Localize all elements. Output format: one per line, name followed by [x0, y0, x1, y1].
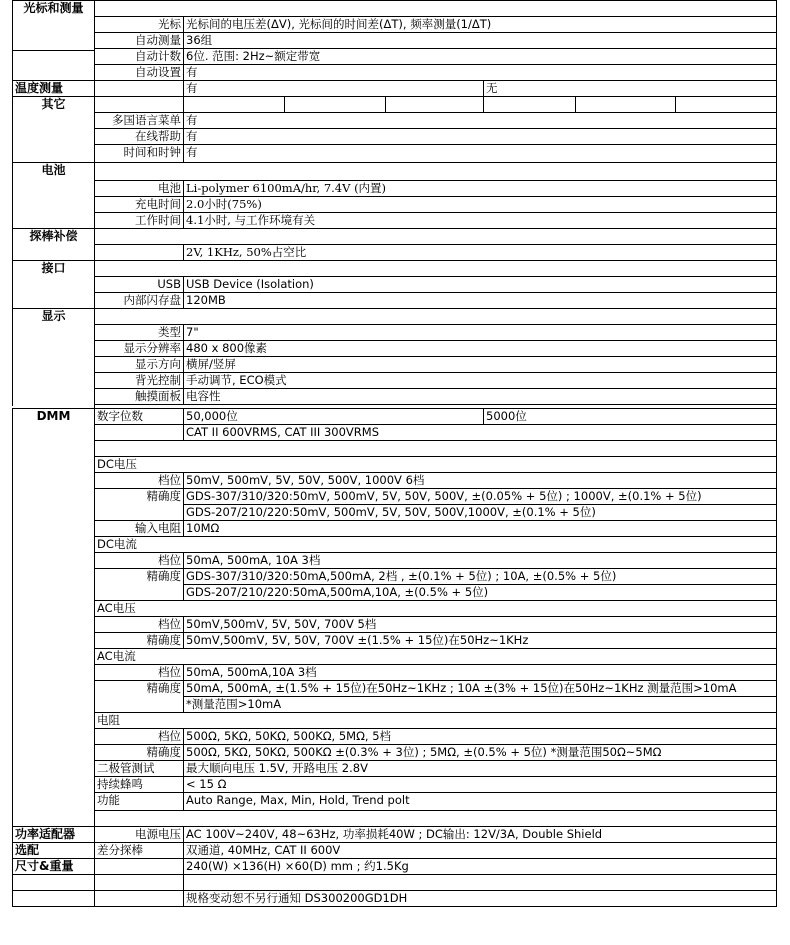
blank-cell: [483, 96, 575, 112]
blank-cell: [94, 858, 183, 874]
section-options: 选配: [12, 842, 94, 858]
row-value: 有: [183, 112, 776, 128]
row-value: 双通道, 40MHz, CAT II 600V: [183, 842, 776, 858]
row-value: 36组: [183, 32, 776, 48]
section-display: 显示: [12, 308, 94, 406]
row-value: 50mV,500mV, 5V, 50V, 700V ±(1.5% + 15位)在50Hz~1KHz: [183, 632, 776, 648]
row-value: 480 x 800像素: [183, 340, 776, 356]
row-label: 时间和时钟: [94, 144, 183, 162]
row-value: 光标间的电压差(ΔV), 光标间的时间差(ΔT), 频率测量(1/ΔT): [183, 16, 776, 32]
dmm-dci-header: DC电流: [94, 536, 776, 552]
blank-cell: [94, 244, 183, 260]
blank-cell: [94, 890, 183, 906]
row-value: 2.0小时(75%): [183, 196, 776, 212]
row-label: 内部闪存盘: [94, 292, 183, 308]
row-label: 功能: [94, 792, 183, 810]
temp-value-b: 无: [483, 80, 776, 96]
blank-cell: [94, 308, 776, 324]
dmm-digits-b: 5000位: [483, 408, 776, 424]
row-label: 二极管测试: [94, 760, 183, 776]
row-label: 光标: [94, 16, 183, 32]
row-label: 精确度: [94, 632, 183, 648]
row-value: GDS-307/310/320:50mA,500mA, 2档 , ±(0.1% + 5位) ; 10A, ±(0.5% + 5位): [183, 568, 776, 584]
blank-cell: [94, 874, 183, 890]
blank-cell: [575, 96, 675, 112]
row-value: 电容性: [183, 388, 776, 404]
row-value: USB Device (Isolation): [183, 276, 776, 292]
row-label: 精确度: [94, 744, 183, 760]
row-value: *测量范围>10mA: [183, 696, 776, 712]
row-value: 120MB: [183, 292, 776, 308]
footer-note: 规格变动恕不另行通知 DS300200GD1DH: [183, 890, 776, 906]
dmm-acv-header: AC电压: [94, 600, 776, 616]
blank-cell: [385, 96, 483, 112]
row-label: 档位: [94, 664, 183, 680]
row-label: 在线帮助: [94, 128, 183, 144]
row-label: USB: [94, 276, 183, 292]
section-probe-comp: 探棒补偿: [12, 228, 94, 260]
row-label: 档位: [94, 616, 183, 632]
row-value: 500Ω, 5KΩ, 50KΩ, 500KΩ ±(0.3% + 3位) ; 5MΩ, ±(0.5% + 5位) *测量范围50Ω~5MΩ: [183, 744, 776, 760]
row-value: 4.1小时, 与工作环境有关: [183, 212, 776, 228]
row-label: 多国语言菜单: [94, 112, 183, 128]
blank-cell: [183, 96, 284, 112]
row-value: AC 100V~240V, 48~63Hz, 功率损耗40W ; DC输出: 12V/3A, Double Shield: [183, 826, 776, 842]
row-label: 充电时间: [94, 196, 183, 212]
row-value: 手动调节, ECO模式: [183, 372, 776, 388]
row-value: 50mV,500mV, 5V, 50V, 700V 5档: [183, 616, 776, 632]
row-value: 有: [183, 64, 776, 80]
dmm-aci-header: AC电流: [94, 648, 776, 664]
temp-value-a: 有: [183, 80, 483, 96]
section-power-adapter: 功率适配器: [12, 826, 94, 842]
blank-cell: [94, 424, 183, 440]
row-value: Auto Range, Max, Min, Hold, Trend polt: [183, 792, 776, 810]
row-label: 精确度: [94, 488, 183, 520]
section-temperature: 温度测量: [12, 80, 94, 96]
row-label: 精确度: [94, 680, 183, 712]
row-value: 240(W) ×136(H) ×60(D) mm ; 约1.5Kg: [183, 858, 776, 874]
row-label: 电源电压: [94, 826, 183, 842]
row-label: 背光控制: [94, 372, 183, 388]
blank-cell: [94, 810, 776, 826]
row-value: GDS-207/210/220:50mA,500mA,10A, ±(0.5% + 5位): [183, 584, 776, 600]
row-value: Li-polymer 6100mA/hr, 7.4V (内置): [183, 180, 776, 196]
row-label: 显示分辨率: [94, 340, 183, 356]
row-label: 显示方向: [94, 356, 183, 372]
blank-cell: [675, 96, 776, 112]
row-value: 50mA, 500mA, 10A 3档: [183, 552, 776, 568]
row-value: 2V, 1KHz, 50%占空比: [183, 244, 776, 260]
dmm-digits-a: 50,000位: [183, 408, 483, 424]
row-value: 7": [183, 324, 776, 340]
row-value: CAT II 600VRMS, CAT III 300VRMS: [183, 424, 776, 440]
row-label: 触摸面板: [94, 388, 183, 404]
row-label: 输入电阻: [94, 520, 183, 536]
row-label: 差分探棒: [94, 842, 183, 858]
blank-cell: [183, 874, 776, 890]
table-border-bottom: [12, 906, 777, 907]
section-other: 其它: [12, 96, 94, 162]
blank-cell: [284, 96, 385, 112]
row-value: 6位. 范围: 2Hz~额定带宽: [183, 48, 776, 64]
row-value: 有: [183, 144, 776, 162]
row-value: 50mV, 500mV, 5V, 50V, 500V, 1000V 6档: [183, 472, 776, 488]
row-value: GDS-307/310/320:50mV, 500mV, 5V, 50V, 500V, ±(0.05% + 5位) ; 1000V, ±(0.1% + 5位): [183, 488, 776, 504]
dmm-dcv-header: DC电压: [94, 456, 776, 472]
row-label: 档位: [94, 728, 183, 744]
blank-cell: [94, 80, 183, 96]
row-label: 精确度: [94, 568, 183, 600]
section-dmm: DMM: [12, 408, 94, 826]
row-value: < 15 Ω: [183, 776, 776, 792]
table-border-right: [776, 0, 777, 907]
row-value: 有: [183, 128, 776, 144]
section-cursor-measure: 光标和测量: [12, 0, 94, 50]
row-label: 持续蜂鸣: [94, 776, 183, 792]
section-size-weight: 尺寸&重量: [12, 858, 94, 874]
blank-cell: [94, 228, 776, 244]
row-value: GDS-207/210/220:50mV, 500mV, 5V, 50V, 500V,1000V, ±(0.1% + 5位): [183, 504, 776, 520]
row-value: 10MΩ: [183, 520, 776, 536]
blank-cell: [12, 890, 94, 906]
row-value: 最大顺向电压 1.5V, 开路电压 2.8V: [183, 760, 776, 776]
blank-cell: [12, 50, 94, 80]
blank-cell: [94, 0, 776, 16]
blank-cell: [94, 96, 183, 112]
blank-cell: [94, 260, 776, 276]
row-label: 数字位数: [94, 408, 183, 424]
row-label: 自动设置: [94, 64, 183, 80]
row-value: 50mA, 500mA,10A 3档: [183, 664, 776, 680]
row-label: 工作时间: [94, 212, 183, 228]
row-label: 自动测量: [94, 32, 183, 48]
row-label: 档位: [94, 472, 183, 488]
section-interface: 接口: [12, 260, 94, 308]
blank-cell: [94, 162, 776, 180]
row-label: 电池: [94, 180, 183, 196]
row-label: 档位: [94, 552, 183, 568]
dmm-res-header: 电阻: [94, 712, 776, 728]
row-value: 500Ω, 5KΩ, 50KΩ, 500KΩ, 5MΩ, 5档: [183, 728, 776, 744]
row-label: 类型: [94, 324, 183, 340]
section-battery: 电池: [12, 162, 94, 228]
row-label: 自动计数: [94, 48, 183, 64]
blank-cell: [12, 874, 94, 890]
row-value: 50mA, 500mA, ±(1.5% + 15位)在50Hz~1KHz ; 10A ±(3% + 15位)在50Hz~1KHz 测量范围>10mA: [183, 680, 776, 696]
row-value: 横屏/竖屏: [183, 356, 776, 372]
blank-cell: [94, 440, 776, 456]
